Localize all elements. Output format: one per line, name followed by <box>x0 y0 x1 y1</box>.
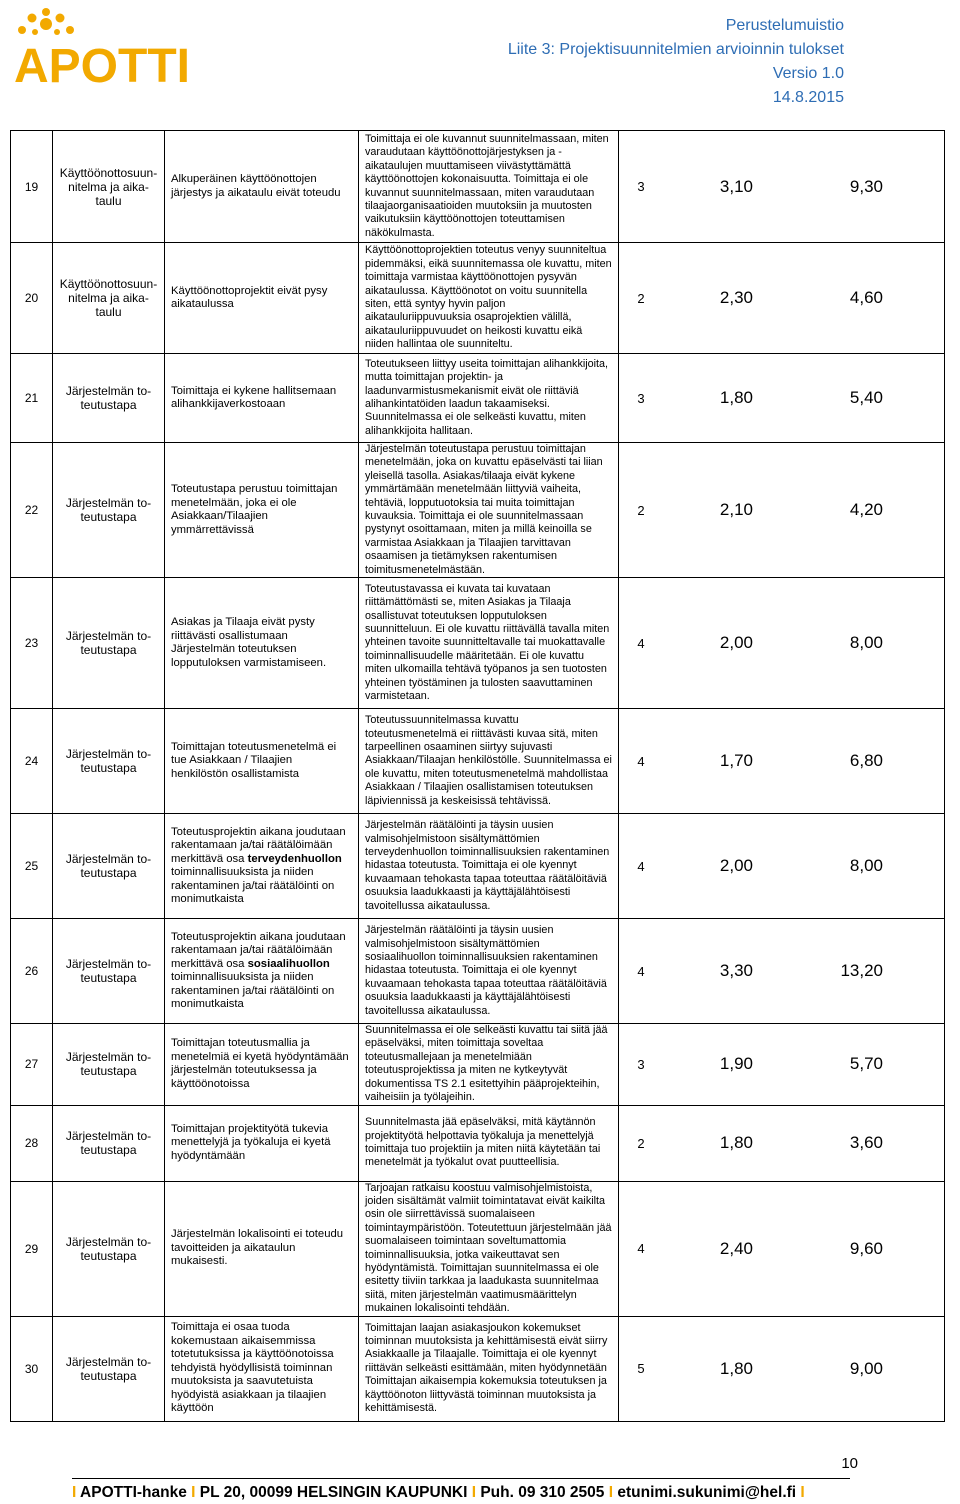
risk-product: 9,00 <box>849 1358 883 1378</box>
risk-weight: 3 <box>637 390 645 406</box>
document-header <box>508 14 844 110</box>
risk-description <box>165 814 359 919</box>
risk-scores <box>619 919 945 1024</box>
risk-description: Asiakas ja Tilaaja eivät pysty riittävästi osallistumaan Järjestelmän toteutuksen lopputuloksen varmistamiseen. <box>165 578 359 709</box>
risk-justification: Järjestelmän räätälöinti ja täysin uusien valmisohjelmistoon sisältymättömien terveydenhuollon toiminnallisuuksien rakentaminen hidastaa toteutusta. Toimittaja ei ole kyennyt kuvaamaan tehokasta tapaa toteuttaa räätälöitäviä osuuksia laadukkaasti ja käyttäjälähtöisesti tavoitellussa aikataulussa. <box>359 814 619 919</box>
footer-separator: I <box>800 1484 805 1501</box>
table-row <box>11 1316 945 1421</box>
risk-score: 3,30 <box>719 961 753 981</box>
row-number: 20 <box>11 243 53 354</box>
row-number: 30 <box>11 1316 53 1421</box>
desc-emphasis: sosiaalihuollon <box>247 957 330 970</box>
risk-category: Järjestelmän to-teutustapa <box>53 1024 165 1105</box>
risk-score: 1,80 <box>719 388 753 407</box>
risk-description <box>165 919 359 1024</box>
table-row <box>11 354 945 443</box>
risk-product: 9,30 <box>849 176 883 196</box>
risk-category: Järjestelmän to-teutustapa <box>53 354 165 443</box>
table-row <box>11 243 945 354</box>
footer-separator: I <box>191 1484 196 1501</box>
risk-scores <box>619 131 945 243</box>
footer-divider <box>72 1478 850 1479</box>
risk-scores <box>619 709 945 814</box>
risk-product: 4,60 <box>849 288 883 307</box>
desc-part: toiminnallisuuksista ja niiden rakentaminen ja/tai räätälöinti on monimutkaista <box>171 866 335 906</box>
footer-item: Puh. 09 310 2505 <box>480 1484 605 1501</box>
footer-separator: I <box>608 1484 614 1501</box>
risk-weight: 2 <box>637 502 645 518</box>
footer-separator: I <box>72 1484 77 1501</box>
risk-weight: 3 <box>637 179 645 194</box>
page-number: 10 <box>841 1455 858 1472</box>
row-number: 22 <box>11 443 53 578</box>
table-row <box>11 814 945 919</box>
table-row <box>11 131 945 243</box>
risk-weight: 2 <box>637 290 645 306</box>
risk-table <box>10 130 945 1422</box>
risk-scores <box>619 243 945 354</box>
risk-justification: Toteutussuunnitelmassa kuvattu toteutusmenetelmä ei riittävästi kuvaa sitä, miten tarpeellinen osaaminen siirtyy sujuvasti Asiakkaan/Tilaajan henkilöstölle. Suunnitelmassa ei ole kuvattu, miten toteutusmenetelmä mahdollistaa Asiakkaan / Tilaajien osallistamisen toteutuksen läpiviennissä ja keskeisissä tehtävissä. <box>359 709 619 814</box>
risk-category: Käyttöönottosuun-nitelma ja aika-taulu <box>53 131 165 243</box>
risk-category: Järjestelmän to-teutustapa <box>53 1181 165 1316</box>
risk-justification: Järjestelmän räätälöinti ja täysin uusien valmisohjelmistoon sisältymättömien sosiaalihuollon toiminnallisuuksien rakentaminen hidastaa toteutusta. Toimittaja ei ole kyennyt kuvaamaan tehokasta tapaa toteuttaa räätälöitäviä osuuksia laadukkaasti ja käyttäjälähtöisesti tavoitellussa aikataulussa. <box>359 919 619 1024</box>
risk-product: 9,60 <box>849 1238 883 1258</box>
footer-item: PL 20, 00099 HELSINGIN KAUPUNKI <box>199 1484 468 1501</box>
risk-justification: Järjestelmän toteutustapa perustuu toimittajan menetelmään, joka on kuvattu epäselvästi tai liian yleisellä tasolla. Asiakas/tilaaja eivät kykene ymmärtämään menetelmään liittyviä vaiheita, tehtäviä, lopputuotoksia tai muita toimittajan kuvauksia. Toimittaja ei ole suunnitelmassaan pystynyt osoittamaan, miten ja millä keinoilla se varmistaa Asiakkaan ja Tilaajien tarvittavan osaamisen ja tietämyksen rakentumisen toimitusmenetelmästään. <box>359 443 619 578</box>
row-number: 21 <box>11 354 53 443</box>
risk-score: 2,00 <box>719 856 753 876</box>
risk-scores <box>619 1105 945 1181</box>
risk-category: Järjestelmän to-teutustapa <box>53 1316 165 1421</box>
table-row <box>11 443 945 578</box>
risk-category: Järjestelmän to-teutustapa <box>53 709 165 814</box>
risk-scores <box>619 443 945 578</box>
risk-weight: 4 <box>637 635 645 651</box>
risk-category: Järjestelmän to-teutustapa <box>53 578 165 709</box>
risk-weight: 4 <box>637 753 645 769</box>
table-row <box>11 919 945 1024</box>
appendix-title: Liite 3: Projektisuunnitelmien arvioinnin tulokset <box>507 41 844 58</box>
risk-description: Toteutustapa perustuu toimittajan menetelmään, joka ei ole Asiakkaan/Tilaajien ymmärrettävissä <box>165 443 359 578</box>
risk-category: Järjestelmän to-teutustapa <box>53 814 165 919</box>
risk-weight: 4 <box>637 858 645 874</box>
row-number: 26 <box>11 919 53 1024</box>
desc-emphasis: terveydenhuollon <box>247 852 342 865</box>
risk-score: 1,90 <box>719 1054 753 1074</box>
risk-score: 2,30 <box>719 288 753 307</box>
risk-product: 4,20 <box>849 500 883 520</box>
footer <box>72 1484 805 1502</box>
risk-scores <box>619 1024 945 1105</box>
risk-justification: Toimittaja ei ole kuvannut suunnitelmassaan, miten varaudutaan käyttöönottojärjestyksen ja -aikataulujen muuttamiseen viivästyttämättä käyttöönottojen kokonaisuutta. Toimittaja ei ole kuvannut suunnitelmassaan, miten varaudutaan tilaajaorganisaatioiden muutoksiin ja muutosten vaikutuksiin käyttöönottojen toteuttamisen näkökulmasta. <box>359 131 619 243</box>
risk-justification: Suunnitelmasta jää epäselväksi, mitä käytännön projektityötä helpottavia työkaluja ja menettelyjä toimittaja tuo projektiin ja miten niitä käytetään tai menetelmät ja työkalut ovat puutteellisia. <box>359 1105 619 1181</box>
risk-scores <box>619 1181 945 1316</box>
row-number: 24 <box>11 709 53 814</box>
risk-product: 5,70 <box>849 1054 883 1074</box>
risk-category: Järjestelmän to-teutustapa <box>53 1105 165 1181</box>
row-number: 25 <box>11 814 53 919</box>
risk-score: 1,70 <box>719 751 753 771</box>
risk-description: Toimittajan projektityötä tukevia menettelyjä ja työkaluja ei kyetä hyödyntämään <box>165 1105 359 1181</box>
risk-score: 2,40 <box>719 1238 753 1258</box>
risk-product: 3,60 <box>849 1133 883 1152</box>
risk-justification: Suunnitelmassa ei ole selkeästi kuvattu tai siitä jää epäselväksi, miten toimittaja soveltaa toteutusmallejaan ja menetelmiään toteutusprojektissa ja miten ne kytkeytyvät dokumentissa TS 2.1 esitettyihin pääprojekteihin, vaiheisiin ja työlajeihin. <box>359 1024 619 1105</box>
risk-product: 13,20 <box>840 961 883 981</box>
risk-description: Järjestelmän lokalisointi ei toteudu tavoitteiden ja aikataulun mukaisesti. <box>165 1181 359 1316</box>
risk-category: Järjestelmän to-teutustapa <box>53 919 165 1024</box>
risk-product: 8,00 <box>849 633 883 653</box>
risk-weight: 3 <box>637 1056 645 1072</box>
risk-scores <box>619 354 945 443</box>
risk-justification: Toteutukseen liittyy useita toimittajan alihankkijoita, mutta toimittajan projektin- ja laadunvarmistusmekanismit eivät ole riittäviä alihankintatöiden laadun takaamiseksi. Suunnitelmassa ei ole selkeästi kuvattu, miten alihankkijoita hallitaan. <box>359 354 619 443</box>
table-row <box>11 578 945 709</box>
risk-category: Järjestelmän to-teutustapa <box>53 443 165 578</box>
risk-weight: 4 <box>637 963 645 979</box>
risk-description: Käyttöönottoprojektit eivät pysy aikataulussa <box>165 243 359 354</box>
risk-scores <box>619 1316 945 1421</box>
footer-item: etunimi.sukunimi@hel.fi <box>617 1484 797 1501</box>
risk-product: 8,00 <box>849 856 883 876</box>
risk-category: Käyttöönottosuun-nitelma ja aika-taulu <box>53 243 165 354</box>
risk-score: 2,10 <box>719 500 753 520</box>
apotti-logo <box>4 2 244 102</box>
table-row <box>11 1024 945 1105</box>
risk-justification: Toimittajan laajan asiakasjoukon kokemukset toiminnan muutoksista ja kehittämisestä eivät siirry Asiakkaalle ja Tilaajalle. Toimittaja ei ole kyennyt riittävän selkeästi esittämään, miten hyödynnetään Toimittajan aikaisempia kokemuksia toteutuksen ja käyttöönoton liittyvästä toiminnan muutoksista ja kehittämisestä. <box>359 1316 619 1421</box>
desc-part: Toteutusprojektin aikana joudutaan rakentamaan ja/tai räätälöimään merkittävä osa <box>171 930 346 970</box>
doc-type: Perustelumuistio <box>725 17 844 34</box>
logo-flower-icon <box>18 8 74 35</box>
table-row <box>11 1181 945 1316</box>
risk-description: Toimittaja ei osaa tuoda kokemustaan aikaisemmissa totetutuksissa ja käyttöönotoissa tehdyistä hyödyllisistä toiminnan muutoksista ja saavutetuista hyödyistä asiakkaan ja tilaajien käyttöön <box>165 1316 359 1421</box>
row-number: 19 <box>11 131 53 243</box>
footer-separator: I <box>471 1484 477 1501</box>
desc-part: Toteutusprojektin aikana joudutaan rakentamaan ja/tai räätälöimään merkittävä osa <box>171 825 346 865</box>
risk-product: 5,40 <box>849 388 883 407</box>
risk-score: 2,00 <box>719 633 753 653</box>
risk-score: 3,10 <box>719 176 753 196</box>
risk-justification: Toteutustavassa ei kuvata tai kuvataan riittämättömästi se, miten Asiakas ja Tilaaja osallistuvat toteutuksen lopputuloksen suunnitteluun. Ei ole kuvattu riittävällä tavalla miten yhteinen tavoite suunnitteltavalle tai muokattavalle toiminnallisuudelle määritetään. Ei ole kuvattu miten ulkomailla tehtävä työpanos ja sen tuotosten yhteinen työstäminen ja tulosten saavuttaminen varmistetaan. <box>359 578 619 709</box>
risk-product: 6,80 <box>849 751 883 771</box>
risk-justification: Käyttöönottoprojektien toteutus venyy suunniteltua pidemmäksi, eikä suunnitemassa ole kuvattu, miten toimittaja varmistaa käyttöönottojen pysyvän aikataulussa. Käyttöönotot on voitu suunnitella siten, että syntyy hyvin paljon aikatauluriippuvuuksia osaprojektien välillä, aikatauluriippuvuudet on heikosti kuvattu eikä niiden hallintaa ole suunniteltu. <box>359 243 619 354</box>
risk-weight: 4 <box>637 1241 645 1257</box>
risk-scores <box>619 814 945 919</box>
table-row <box>11 1105 945 1181</box>
table-row <box>11 709 945 814</box>
risk-score: 1,80 <box>719 1133 753 1152</box>
row-number: 29 <box>11 1181 53 1316</box>
risk-description: Toimittajan toteutusmenetelmä ei tue Asiakkaan / Tilaajien henkilöstön osallistamista <box>165 709 359 814</box>
footer-item: APOTTI-hanke <box>80 1484 187 1501</box>
row-number: 23 <box>11 578 53 709</box>
risk-description: Alkuperäinen käyttöönottojen järjestys ja aikataulu eivät toteudu <box>165 131 359 243</box>
risk-weight: 5 <box>637 1361 645 1377</box>
risk-weight: 2 <box>637 1135 645 1151</box>
logo-text: APOTTI <box>14 40 190 93</box>
risk-description: Toimittajan toteutusmallia ja menetelmiä ei kyetä hyödyntämään järjestelmän toteutuksessa ja käyttöönotoissa <box>165 1024 359 1105</box>
row-number: 28 <box>11 1105 53 1181</box>
desc-part: toiminnallisuuksista ja niiden rakentaminen ja/tai räätälöinti on monimutkaista <box>171 971 335 1011</box>
risk-score: 1,80 <box>719 1358 753 1378</box>
risk-description: Toimittaja ei kykene hallitsemaan alihankkijaverkostoaan <box>165 354 359 443</box>
version: Versio 1.0 <box>772 65 844 82</box>
date: 14.8.2015 <box>772 89 844 106</box>
risk-scores <box>619 578 945 709</box>
risk-justification: Tarjoajan ratkaisu koostuu valmisohjelmistoista, joiden sisältämät valmiit toimintatavat eivät kaikilta osin ole siirrettävissä suomalaiseen toimintaympäristöön. Toteutettuun järjestelmään jää suomalaiseen toimintaan soveltumattomia toiminnallisuuksia, jotka vaikeuttavat sen hyödyntämistä. Toimittajan suunnitelmassa ei ole esitetty tiiviin tarkkaa ja laadukasta suunnitelmaa siitä, miten järjestelmän vaatimusmäärittelyn mukainen lokalisointi tehdään. <box>359 1181 619 1316</box>
row-number: 27 <box>11 1024 53 1105</box>
